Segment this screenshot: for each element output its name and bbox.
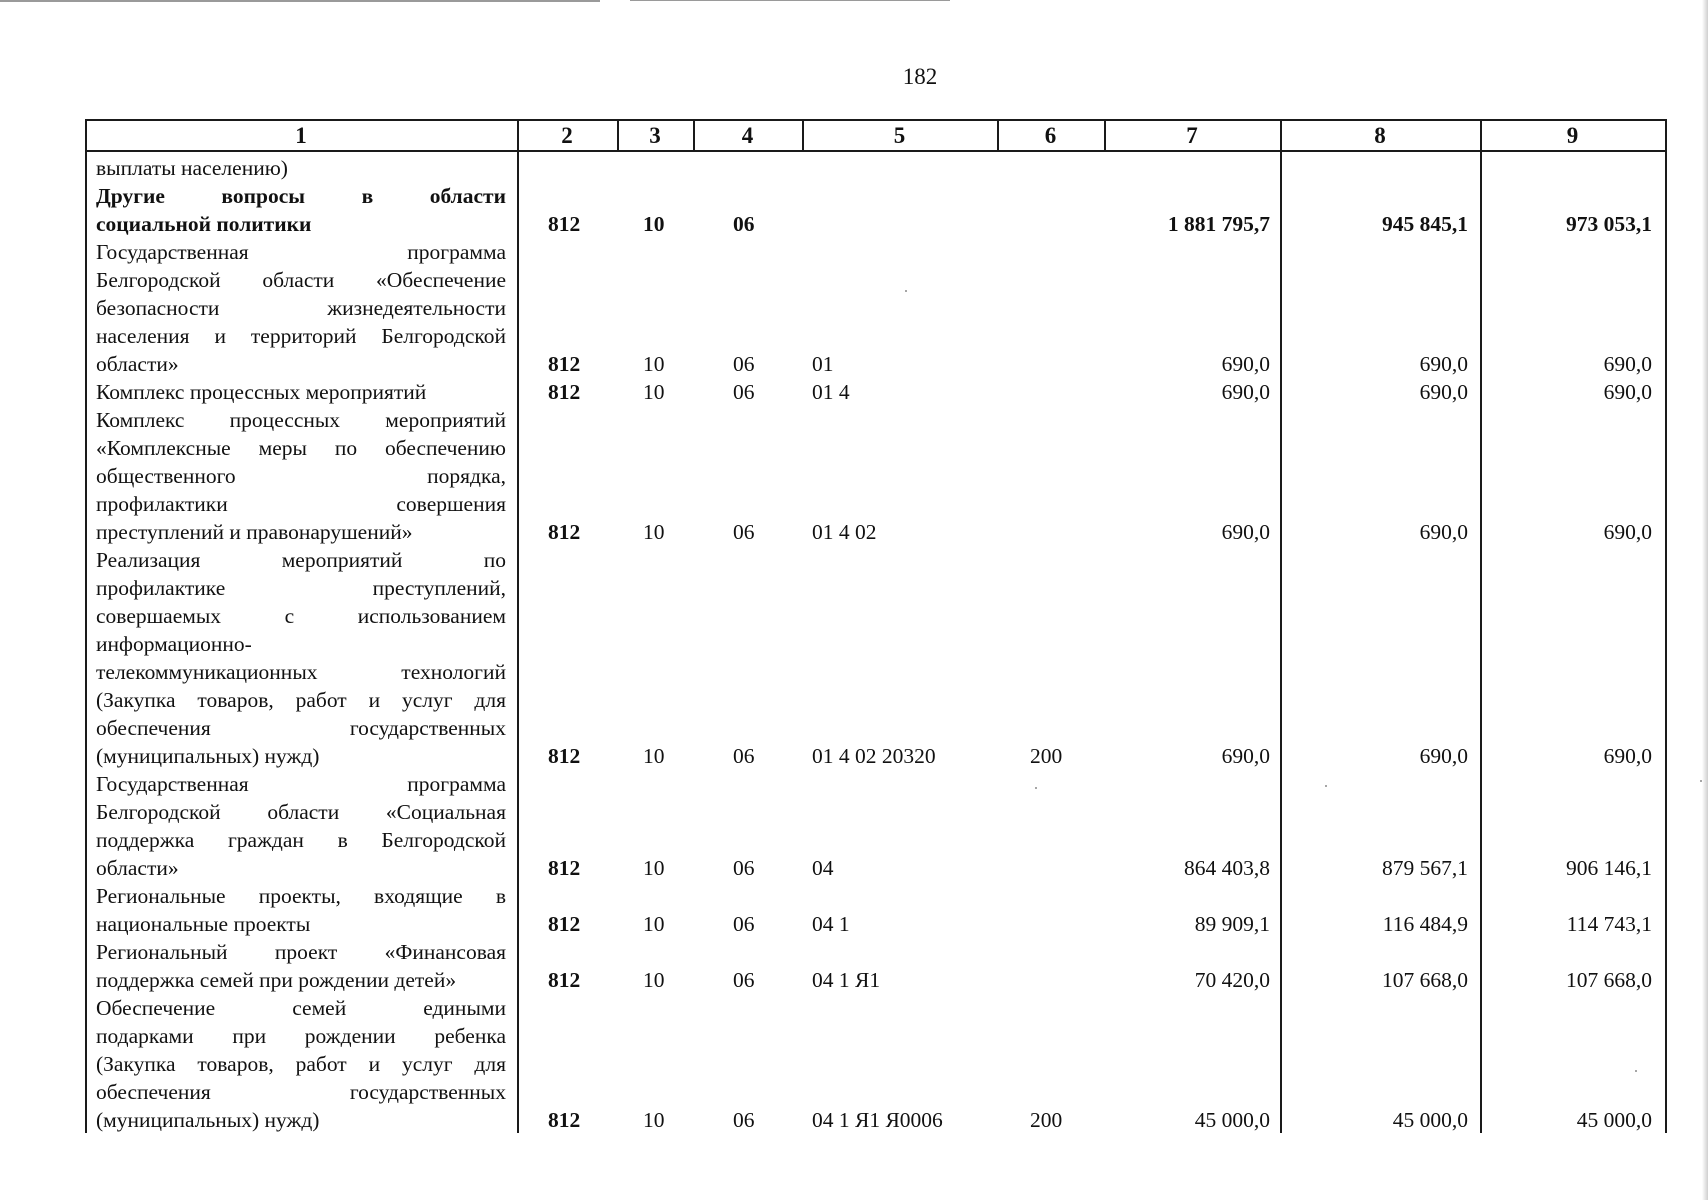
amount-year-3: 906 146,1 [1566,856,1652,880]
description-line: профилактики совершения [96,492,506,516]
column-header: 5 [893,123,906,148]
amount-year-3: 973 053,1 [1566,212,1652,236]
row-description [96,882,506,938]
description-line: Государственная программа [96,772,506,796]
section-code: 812 [548,856,581,880]
page-number: 182 [902,64,938,89]
subsection-code: 06 [733,912,755,936]
description-line: (Закупка товаров, работ и услуг для [96,1052,506,1076]
table-row [0,406,1708,546]
amount-year-3: 690,0 [1603,520,1652,544]
scan-speck [1325,785,1327,787]
section-code: 812 [548,968,581,992]
description-line: общественного порядка, [96,464,506,488]
amount-year-2: 45 000,0 [1392,1108,1468,1132]
column-header: 4 [741,123,754,148]
table-row [0,770,1708,882]
scan-speck [1700,780,1702,782]
target-article-code: 01 4 02 20320 [812,744,936,768]
description-line: области» [96,856,179,880]
amount-year-1: 690,0 [1221,352,1270,376]
amount-year-3: 690,0 [1603,352,1652,376]
scan-border-line [0,0,600,2]
amount-year-3: 690,0 [1603,380,1652,404]
section-code: 812 [548,380,581,404]
subsection-code: 06 [733,212,755,236]
chapter-code: 10 [643,352,665,376]
table-row [0,154,1708,182]
description-line: подарками при рождении ребенка [96,1024,506,1048]
row-description [96,994,506,1134]
table-row [0,238,1708,378]
description-line: области» [96,352,179,376]
target-article-code: 04 1 [812,912,850,936]
target-article-code: 04 1 Я1 Я0006 [812,1108,943,1132]
description-line: Реализация мероприятий по [96,548,506,572]
amount-year-1: 1 881 795,7 [1167,212,1270,236]
description-line: Белгородской области «Социальная [96,800,506,824]
row-description [96,238,506,378]
amount-year-1: 864 403,8 [1184,856,1270,880]
amount-year-1: 690,0 [1221,380,1270,404]
chapter-code: 10 [643,380,665,404]
column-header: 2 [561,123,573,148]
description-line: Обеспечение семей едиными [96,996,506,1020]
expense-type-code: 200 [1030,744,1063,768]
amount-year-1: 89 909,1 [1194,912,1270,936]
row-description [96,546,506,770]
description-line: Государственная программа [96,240,506,264]
amount-year-2: 945 845,1 [1382,212,1468,236]
section-code: 812 [548,912,581,936]
description-line: Региональные проекты, входящие в [96,884,506,908]
row-description [96,378,506,406]
column-header: 1 [295,123,307,148]
subsection-code: 06 [733,744,755,768]
amount-year-3: 114 743,1 [1566,912,1652,936]
chapter-code: 10 [643,1108,665,1132]
table-header-divider [85,150,1665,152]
subsection-code: 06 [733,520,755,544]
description-line: поддержка семей при рождении детей» [96,968,457,992]
description-line: (муниципальных) нужд) [96,744,320,768]
target-article-code: 01 4 02 [812,520,877,544]
description-line: информационно- [96,632,252,656]
amount-year-1: 690,0 [1221,520,1270,544]
section-code: 812 [548,212,581,236]
table-row [0,882,1708,938]
chapter-code: 10 [643,212,665,236]
amount-year-2: 107 668,0 [1382,968,1468,992]
amount-year-2: 690,0 [1419,520,1468,544]
description-line: обеспечения государственных [96,1080,506,1104]
table-row [0,938,1708,994]
amount-year-3: 690,0 [1603,744,1652,768]
subsection-code: 06 [733,968,755,992]
chapter-code: 10 [643,912,665,936]
amount-year-2: 690,0 [1419,380,1468,404]
description-line: Комплекс процессных мероприятий [96,408,506,432]
chapter-code: 10 [643,520,665,544]
description-line: выплаты населению) [96,156,288,180]
column-header: 6 [1044,123,1057,148]
row-description [96,770,506,882]
row-description [96,182,506,238]
table-top-border [85,119,1665,121]
table-row [0,378,1708,406]
amount-year-1: 45 000,0 [1194,1108,1270,1132]
amount-year-2: 879 567,1 [1382,856,1468,880]
subsection-code: 06 [733,1108,755,1132]
description-line: (Закупка товаров, работ и услуг для [96,688,506,712]
table-row [0,546,1708,770]
target-article-code: 04 1 Я1 [812,968,881,992]
section-code: 812 [548,352,581,376]
description-line: обеспечения государственных [96,716,506,740]
description-line: национальные проекты [96,912,311,936]
section-code: 812 [548,744,581,768]
description-line: Другие вопросы в области [96,184,506,208]
description-line: телекоммуникационных технологий [96,660,506,684]
table-row [0,182,1708,238]
scan-border-line [630,0,950,1]
description-line: профилактике преступлений, [96,576,506,600]
section-code: 812 [548,520,581,544]
subsection-code: 06 [733,856,755,880]
description-line: Комплекс процессных мероприятий [96,380,427,404]
chapter-code: 10 [643,968,665,992]
amount-year-1: 690,0 [1221,744,1270,768]
subsection-code: 06 [733,352,755,376]
column-header: 7 [1186,123,1198,148]
section-code: 812 [548,1108,581,1132]
row-description [96,406,506,546]
column-header: 8 [1374,123,1386,148]
description-line: населения и территорий Белгородской [96,324,506,348]
row-description [96,154,506,182]
amount-year-3: 107 668,0 [1566,968,1652,992]
amount-year-1: 70 420,0 [1194,968,1270,992]
column-header: 9 [1566,123,1579,148]
target-article-code: 01 4 [812,380,850,404]
chapter-code: 10 [643,744,665,768]
description-line: Региональный проект «Финансовая [96,940,506,964]
description-line: преступлений и правонарушений» [96,520,413,544]
description-line: «Комплексные меры по обеспечению [96,436,506,460]
description-line: (муниципальных) нужд) [96,1108,320,1132]
description-line: безопасности жизнедеятельности [96,296,506,320]
scan-speck [1635,1070,1637,1072]
row-description [96,938,506,994]
amount-year-2: 116 484,9 [1382,912,1468,936]
scan-speck [1035,787,1037,789]
target-article-code: 04 [812,856,834,880]
target-article-code: 01 [812,352,834,376]
subsection-code: 06 [733,380,755,404]
table-row [0,994,1708,1134]
amount-year-2: 690,0 [1419,744,1468,768]
column-header: 3 [649,123,661,148]
expense-type-code: 200 [1030,1108,1063,1132]
scan-speck [905,290,907,292]
description-line: совершаемых с использованием [96,604,506,628]
chapter-code: 10 [643,856,665,880]
amount-year-2: 690,0 [1419,352,1468,376]
description-line: поддержка граждан в Белгородской [96,828,506,852]
amount-year-3: 45 000,0 [1576,1108,1652,1132]
description-line: социальной политики [96,212,312,236]
description-line: Белгородской области «Обеспечение [96,268,506,292]
